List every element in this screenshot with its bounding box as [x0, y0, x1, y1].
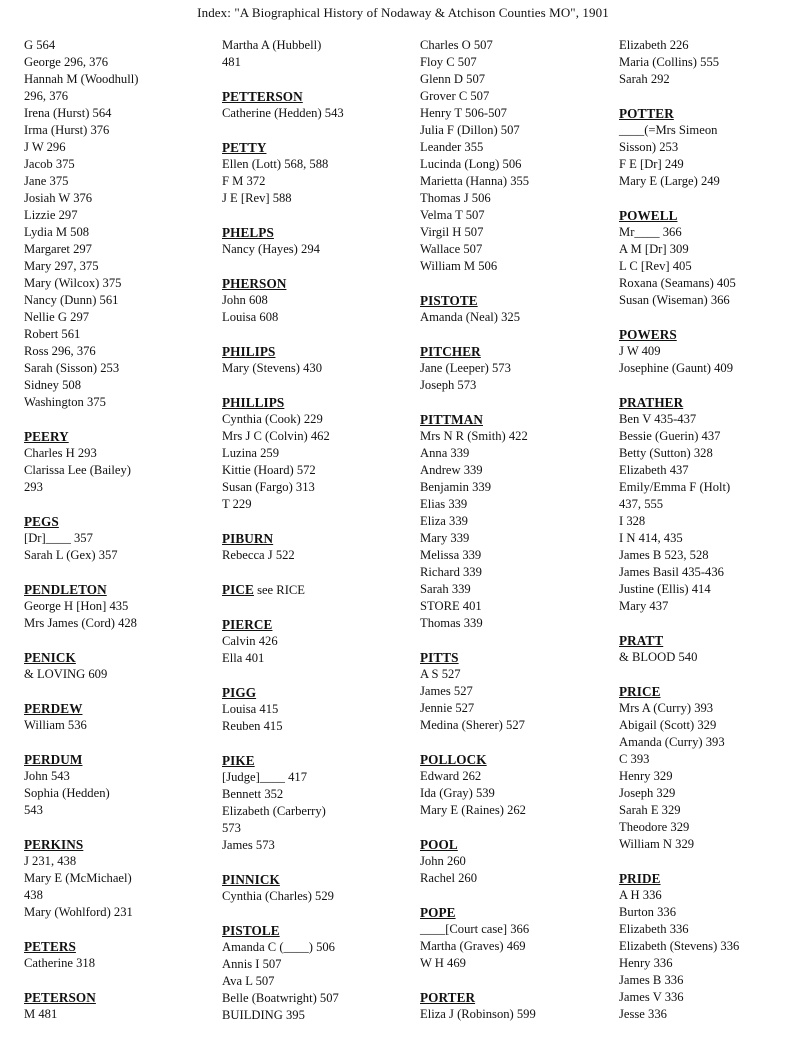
surname-heading: PITTS — [420, 650, 459, 665]
index-entry: James V 336 — [619, 990, 684, 1004]
index-group — [619, 37, 806, 88]
index-entry: Washington 375 — [24, 395, 106, 409]
index-entry: Velma T 507 — [420, 208, 485, 222]
surname-line — [420, 649, 610, 666]
index-entry: Martha A (Hubbell) — [222, 38, 322, 52]
index-entry: Jesse 336 — [619, 1007, 667, 1021]
surname-line — [24, 751, 214, 768]
index-entry: John 543 — [24, 769, 70, 783]
index-entry: Mary 339 — [420, 531, 470, 545]
index-entry: ____[Court case] 366 — [420, 922, 530, 936]
index-entry: BUILDING 395 — [222, 1008, 305, 1022]
surname-line — [619, 870, 806, 887]
index-entry: Elizabeth (Carberry) — [222, 804, 326, 818]
index-entry: Melissa 339 — [420, 548, 482, 562]
index-entry: Charles H 293 — [24, 446, 97, 460]
index-entry: William M 506 — [420, 259, 498, 273]
index-entry: Sarah 292 — [619, 72, 670, 86]
index-entry: Anna 339 — [420, 446, 470, 460]
index-entry: Irma (Hurst) 376 — [24, 123, 110, 137]
index-entry: Sarah E 329 — [619, 803, 681, 817]
index-entry: Lydia M 508 — [24, 225, 90, 239]
surname-line — [222, 871, 412, 888]
surname-heading: PRICE — [619, 684, 661, 699]
index-group — [222, 871, 412, 905]
surname-line — [222, 394, 412, 411]
index-entry: Roxana (Seamans) 405 — [619, 276, 736, 290]
surname-heading: PRATT — [619, 633, 664, 648]
index-entry: Jennie 527 — [420, 701, 475, 715]
index-entry: Bennett 352 — [222, 787, 284, 801]
index-entry: Mary 437 — [619, 599, 669, 613]
index-entry: Richard 339 — [420, 565, 482, 579]
index-entry: L C [Rev] 405 — [619, 259, 692, 273]
index-group — [24, 836, 214, 921]
index-entry: Robert 561 — [24, 327, 81, 341]
index-entry: Maria (Collins) 555 — [619, 55, 720, 69]
index-entry: Abigail (Scott) 329 — [619, 718, 717, 732]
index-entry: Mary E (Large) 249 — [619, 174, 720, 188]
index-column-2 — [222, 37, 412, 1024]
index-entry: Amanda C (____) 506 — [222, 940, 335, 954]
surname-heading: PETTERSON — [222, 89, 303, 104]
surname-line — [619, 105, 806, 122]
index-entry: Marietta (Hanna) 355 — [420, 174, 530, 188]
index-entry: Ross 296, 376 — [24, 344, 96, 358]
index-entry: John 260 — [420, 854, 466, 868]
index-entry: 296, 376 — [24, 89, 69, 103]
index-group — [619, 326, 806, 377]
index-entry: William N 329 — [619, 837, 695, 851]
index-entry: Burton 336 — [619, 905, 677, 919]
index-entry: Ida (Gray) 539 — [420, 786, 495, 800]
index-entry: Mrs J C (Colvin) 462 — [222, 429, 330, 443]
surname-line — [619, 207, 806, 224]
index-group — [222, 224, 412, 258]
index-group — [619, 870, 806, 1023]
index-group — [222, 275, 412, 326]
index-entry: Joseph 329 — [619, 786, 676, 800]
index-entry: Kittie (Hoard) 572 — [222, 463, 316, 477]
surname-heading: PIERCE — [222, 617, 273, 632]
index-entry: C 393 — [619, 752, 650, 766]
index-entry: James 573 — [222, 838, 275, 852]
surname-heading: PHERSON — [222, 276, 287, 291]
surname-heading: POTTER — [619, 106, 674, 121]
index-entry: 437, 555 — [619, 497, 664, 511]
index-entry: Glenn D 507 — [420, 72, 486, 86]
index-entry: Susan (Wiseman) 366 — [619, 293, 730, 307]
surname-line — [24, 938, 214, 955]
index-entry: Amanda (Curry) 393 — [619, 735, 725, 749]
index-entry: Catherine (Hedden) 543 — [222, 106, 344, 120]
surname-line — [420, 836, 610, 853]
index-entry: Thomas 339 — [420, 616, 483, 630]
surname-line — [222, 616, 412, 633]
index-entry: Ava L 507 — [222, 974, 275, 988]
index-group — [619, 632, 806, 666]
index-group — [24, 581, 214, 632]
index-entry: J 231, 438 — [24, 854, 77, 868]
index-entry: Lizzie 297 — [24, 208, 78, 222]
index-entry: Charles O 507 — [420, 38, 493, 52]
surname-line — [222, 922, 412, 939]
surname-line — [420, 989, 610, 1006]
surname-line — [619, 326, 806, 343]
surname-line — [222, 343, 412, 360]
surname-heading: PETERSON — [24, 990, 96, 1005]
surname-line — [222, 88, 412, 105]
surname-heading: PIGG — [222, 685, 257, 700]
index-entry: Edward 262 — [420, 769, 482, 783]
index-entry: Hannah M (Woodhull) — [24, 72, 139, 86]
index-entry: Thomas J 506 — [420, 191, 491, 205]
index-entry: Belle (Boatwright) 507 — [222, 991, 339, 1005]
surname-heading: PERDEW — [24, 701, 83, 716]
index-group — [619, 105, 806, 190]
index-entry: Emily/Emma F (Holt) — [619, 480, 731, 494]
surname-line — [420, 411, 610, 428]
page-title: Index: "A Biographical History of Nodaway & Atchison Counties MO", 1901 — [197, 5, 609, 20]
index-entry: A M [Dr] 309 — [619, 242, 689, 256]
index-group — [420, 292, 610, 326]
index-entry: Catherine 318 — [24, 956, 95, 970]
index-entry: Sarah (Sisson) 253 — [24, 361, 120, 375]
index-entry: Luzina 259 — [222, 446, 280, 460]
surname-line — [222, 581, 412, 599]
index-entry: 481 — [222, 55, 241, 69]
surname-heading: POPE — [420, 905, 456, 920]
index-entry: Cynthia (Cook) 229 — [222, 412, 323, 426]
index-group — [24, 989, 214, 1023]
index-entry: Ellen (Lott) 568, 588 — [222, 157, 329, 171]
surname-heading: PINNICK — [222, 872, 280, 887]
surname-line — [619, 394, 806, 411]
surname-heading: PITCHER — [420, 344, 481, 359]
index-entry: Theodore 329 — [619, 820, 690, 834]
index-entry: Leander 355 — [420, 140, 484, 154]
index-group — [222, 530, 412, 564]
index-entry: F M 372 — [222, 174, 266, 188]
surname-heading: PHELPS — [222, 225, 274, 240]
index-group — [24, 37, 214, 411]
surname-line — [222, 530, 412, 547]
index-entry: 438 — [24, 888, 43, 902]
surname-line — [222, 684, 412, 701]
surname-heading: PERKINS — [24, 837, 84, 852]
index-group — [24, 428, 214, 496]
index-entry: Henry 336 — [619, 956, 673, 970]
index-entry: Elizabeth 437 — [619, 463, 689, 477]
surname-heading: PETERS — [24, 939, 76, 954]
index-entry: John 608 — [222, 293, 268, 307]
index-entry: Henry 329 — [619, 769, 673, 783]
index-entry: William 536 — [24, 718, 87, 732]
index-entry: & LOVING 609 — [24, 667, 108, 681]
index-group — [222, 394, 412, 513]
index-group — [222, 343, 412, 377]
surname-heading: PEGS — [24, 514, 59, 529]
index-entry: Ella 401 — [222, 651, 265, 665]
index-entry: Josephine (Gaunt) 409 — [619, 361, 734, 375]
index-group — [619, 394, 806, 615]
index-entry: Elias 339 — [420, 497, 468, 511]
index-entry: I N 414, 435 — [619, 531, 683, 545]
index-entry: Rachel 260 — [420, 871, 478, 885]
index-entry: Mary 297, 375 — [24, 259, 99, 273]
index-entry: F E [Dr] 249 — [619, 157, 684, 171]
index-entry: James B 336 — [619, 973, 684, 987]
index-entry: Medina (Sherer) 527 — [420, 718, 525, 732]
index-column-1 — [24, 37, 214, 1023]
index-entry: [Judge]____ 417 — [222, 770, 307, 784]
index-entry: Eliza J (Robinson) 599 — [420, 1007, 536, 1021]
index-group — [420, 904, 610, 972]
index-entry: Mary (Wilcox) 375 — [24, 276, 122, 290]
index-group — [420, 411, 610, 632]
index-entry: Mrs A (Curry) 393 — [619, 701, 714, 715]
index-entry: T 229 — [222, 497, 252, 511]
surname-line — [222, 224, 412, 241]
index-group — [24, 513, 214, 564]
index-entry: W H 469 — [420, 956, 466, 970]
index-entry: Benjamin 339 — [420, 480, 492, 494]
index-group — [222, 581, 412, 599]
index-entry: Julia F (Dillon) 507 — [420, 123, 520, 137]
index-entry: Nellie G 297 — [24, 310, 90, 324]
index-entry: Eliza 339 — [420, 514, 468, 528]
index-group — [222, 37, 412, 71]
index-entry: A S 527 — [420, 667, 461, 681]
index-entry: ____(=Mrs Simeon — [619, 123, 718, 137]
index-entry: J W 409 — [619, 344, 661, 358]
index-entry: 543 — [24, 803, 43, 817]
index-entry: Martha (Graves) 469 — [420, 939, 526, 953]
index-group — [24, 751, 214, 819]
index-entry: Wallace 507 — [420, 242, 483, 256]
index-entry: Mrs James (Cord) 428 — [24, 616, 137, 630]
surname-heading: PENDLETON — [24, 582, 107, 597]
index-group — [24, 649, 214, 683]
index-entry: A H 336 — [619, 888, 662, 902]
index-group — [420, 649, 610, 734]
index-entry: Elizabeth (Stevens) 336 — [619, 939, 740, 953]
index-group — [222, 922, 412, 1024]
surname-heading: PEERY — [24, 429, 69, 444]
surname-heading: PETTY — [222, 140, 267, 155]
index-entry: Henry T 506-507 — [420, 106, 507, 120]
index-entry: Rebecca J 522 — [222, 548, 295, 562]
index-entry: George H [Hon] 435 — [24, 599, 129, 613]
surname-line — [24, 581, 214, 598]
index-entry: Grover C 507 — [420, 89, 490, 103]
index-group — [24, 700, 214, 734]
surname-heading: PISTOTE — [420, 293, 478, 308]
surname-line — [24, 513, 214, 530]
surname-heading: PERDUM — [24, 752, 83, 767]
index-entry: Susan (Fargo) 313 — [222, 480, 315, 494]
index-entry: Elizabeth 336 — [619, 922, 689, 936]
index-entry: Irena (Hurst) 564 — [24, 106, 112, 120]
index-entry: G 564 — [24, 38, 56, 52]
surname-heading: PICE — [222, 582, 254, 597]
index-entry: Joseph 573 — [420, 378, 477, 392]
surname-line — [420, 343, 610, 360]
surname-heading: PRATHER — [619, 395, 684, 410]
index-group — [222, 684, 412, 735]
index-entry: Sophia (Hedden) — [24, 786, 110, 800]
index-entry: Jane (Leeper) 573 — [420, 361, 511, 375]
index-group — [24, 938, 214, 972]
index-group — [222, 616, 412, 667]
index-group — [222, 88, 412, 122]
index-entry: Amanda (Neal) 325 — [420, 310, 521, 324]
index-entry: Cynthia (Charles) 529 — [222, 889, 334, 903]
index-entry: Virgil H 507 — [420, 225, 484, 239]
index-entry: Reuben 415 — [222, 719, 283, 733]
surname-line — [24, 989, 214, 1006]
surname-line — [24, 836, 214, 853]
surname-heading: PHILLIPS — [222, 395, 285, 410]
index-column-4 — [619, 37, 806, 1023]
index-entry: Bessie (Guerin) 437 — [619, 429, 721, 443]
surname-line — [420, 751, 610, 768]
index-entry: James 527 — [420, 684, 473, 698]
index-group — [420, 751, 610, 819]
index-entry: Louisa 415 — [222, 702, 279, 716]
surname-heading: PRIDE — [619, 871, 661, 886]
surname-heading: PORTER — [420, 990, 476, 1005]
index-entry: 573 — [222, 821, 241, 835]
index-entry: George 296, 376 — [24, 55, 109, 69]
surname-line — [420, 904, 610, 921]
index-group — [222, 752, 412, 854]
index-entry: Mary E (McMichael) — [24, 871, 132, 885]
surname-heading: PISTOLE — [222, 923, 280, 938]
index-column-3 — [420, 37, 610, 1023]
index-entry: Annis I 507 — [222, 957, 282, 971]
index-entry: Mrs N R (Smith) 422 — [420, 429, 528, 443]
index-entry: Sarah 339 — [420, 582, 471, 596]
index-entry: Jacob 375 — [24, 157, 75, 171]
index-entry: Andrew 339 — [420, 463, 483, 477]
surname-line — [222, 752, 412, 769]
index-entry: Jane 375 — [24, 174, 69, 188]
index-entry: J E [Rev] 588 — [222, 191, 292, 205]
index-entry: Mary E (Raines) 262 — [420, 803, 526, 817]
index-entry: Nancy (Dunn) 561 — [24, 293, 119, 307]
index-entry: & BLOOD 540 — [619, 650, 698, 664]
index-entry: James B 523, 528 — [619, 548, 709, 562]
surname-line — [222, 139, 412, 156]
index-entry: Betty (Sutton) 328 — [619, 446, 713, 460]
surname-heading: PIBURN — [222, 531, 274, 546]
surname-heading: PHILIPS — [222, 344, 276, 359]
index-group — [619, 683, 806, 853]
index-entry: [Dr]____ 357 — [24, 531, 93, 545]
index-group — [420, 836, 610, 887]
surname-line — [619, 683, 806, 700]
index-entry: Justine (Ellis) 414 — [619, 582, 711, 596]
surname-heading: PIKE — [222, 753, 255, 768]
index-group — [420, 989, 610, 1023]
surname-heading: POLLOCK — [420, 752, 487, 767]
index-entry: Sarah L (Gex) 357 — [24, 548, 118, 562]
cross-reference: see RICE — [253, 583, 305, 597]
index-entry: Floy C 507 — [420, 55, 477, 69]
surname-heading: POOL — [420, 837, 458, 852]
index-entry: Sisson) 253 — [619, 140, 679, 154]
index-entry: Elizabeth 226 — [619, 38, 689, 52]
index-group — [619, 207, 806, 309]
surname-line — [24, 428, 214, 445]
index-group — [420, 343, 610, 394]
index-entry: M 481 — [24, 1007, 58, 1021]
index-group — [222, 139, 412, 207]
index-entry: STORE 401 — [420, 599, 482, 613]
index-entry: 293 — [24, 480, 43, 494]
index-entry: Lucinda (Long) 506 — [420, 157, 522, 171]
index-entry: Calvin 426 — [222, 634, 278, 648]
index-entry: Mr____ 366 — [619, 225, 682, 239]
index-entry: Louisa 608 — [222, 310, 279, 324]
surname-line — [619, 632, 806, 649]
index-entry: Clarissa Lee (Bailey) — [24, 463, 132, 477]
index-entry: J W 296 — [24, 140, 66, 154]
surname-line — [222, 275, 412, 292]
index-group — [420, 37, 610, 275]
index-entry: I 328 — [619, 514, 646, 528]
surname-heading: PITTMAN — [420, 412, 483, 427]
index-entry: Sidney 508 — [24, 378, 82, 392]
index-entry: Mary (Stevens) 430 — [222, 361, 323, 375]
surname-line — [24, 649, 214, 666]
index-entry: Ben V 435-437 — [619, 412, 697, 426]
surname-heading: POWELL — [619, 208, 678, 223]
index-entry: Mary (Wohlford) 231 — [24, 905, 133, 919]
index-entry: Margaret 297 — [24, 242, 92, 256]
surname-heading: PENICK — [24, 650, 76, 665]
surname-line — [24, 700, 214, 717]
surname-line — [420, 292, 610, 309]
index-entry: Josiah W 376 — [24, 191, 93, 205]
surname-heading: POWERS — [619, 327, 677, 342]
index-entry: Nancy (Hayes) 294 — [222, 242, 320, 256]
index-entry: James Basil 435-436 — [619, 565, 724, 579]
